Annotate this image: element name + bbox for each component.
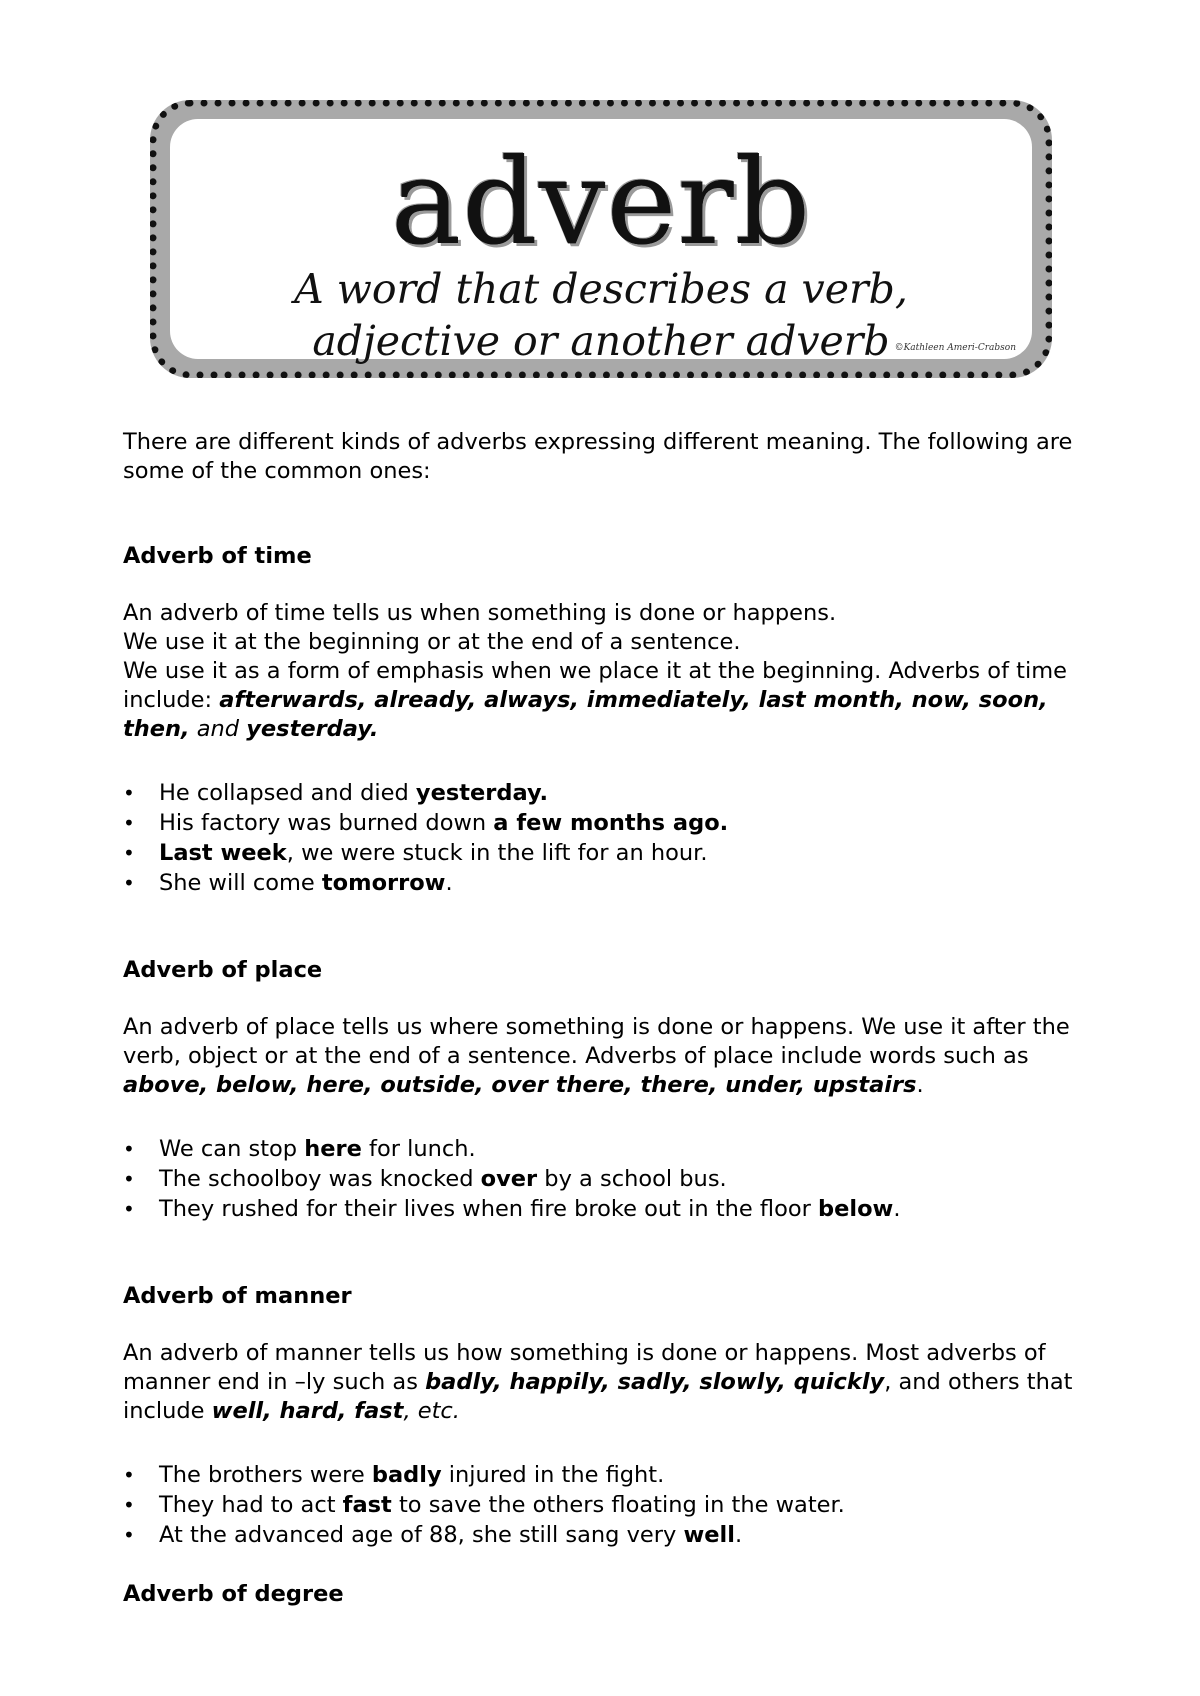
list-item [123,808,1113,838]
place-example-list [123,1134,1113,1224]
time-line-3-text: We use it as a form of emphasis when we place it at the beginning. Adverbs of time include: [123,658,1067,713]
time-line-2: We use it at the beginning or at the end of a sentence. [123,629,741,655]
intro-paragraph: There are different kinds of adverbs expressing different meaning. The following are some of the common ones: [123,429,1073,484]
list-item [123,1134,1113,1164]
list-item-adverb: here [304,1136,362,1162]
list-item [123,778,1113,808]
list-item-text: to save the others floating in the water. [391,1492,845,1518]
list-item-adverb: well [683,1522,735,1548]
list-item [123,1194,1113,1224]
manner-mid: , and others that include [123,1369,1073,1424]
time-last-example: yesterday. [246,716,379,742]
manner-examples-2: well, hard, fast [211,1398,404,1424]
time-examples: afterwards, already, always, immediately, last month, now, soon, then, [123,687,1048,742]
list-item-adverb: a few months ago. [493,810,729,836]
banner-definition-line-1: A word that describes a verb, [294,265,908,313]
list-item-text: The brothers were [159,1462,372,1488]
document-body [123,428,1113,1637]
section-spacer [123,1550,1113,1580]
list-item-text: We can stop [159,1136,305,1162]
banner-panel [170,119,1032,365]
list-item [123,838,1113,868]
list-item-text: At the advanced age of 88, she still sang very [159,1522,684,1548]
list-item-text: They had to act [159,1492,343,1518]
list-item-text: She will come [159,870,322,896]
section-heading-manner: Adverb of manner [123,1283,352,1309]
time-example-list [123,778,1113,898]
list-item [123,1164,1113,1194]
manner-end: , etc. [403,1398,460,1424]
place-text: An adverb of place tells us where something is done or happens. We use it after the verb, object or at the end of a sentence. Adverbs of place include words such as [123,1014,1070,1069]
manner-text: An adverb of manner tells us how something is done or happens. Most adverbs of manner end in –ly such as [123,1340,1046,1395]
section-heading-place: Adverb of place [123,957,323,983]
title-banner [150,100,1052,378]
time-and-word: and [189,716,247,742]
list-item-adverb: tomorrow [321,870,446,896]
banner-title: adverb [390,133,812,271]
list-item-text: He collapsed and died [159,780,416,806]
list-item-text: by a school bus. [537,1166,727,1192]
time-line-3 [123,657,1113,744]
banner-definition-line-2: adjective or another adverb [312,317,890,365]
list-item [123,868,1113,898]
place-examples: above, below, here, outside, over there, there, under, upstairs [123,1072,917,1098]
list-item [123,1460,1113,1490]
list-item-text: injured in the fight. [441,1462,665,1488]
list-item-text: . [445,870,453,896]
section-spacer [123,898,1113,956]
list-item [123,1490,1113,1520]
list-item-text: . [734,1522,743,1548]
list-item-text: for lunch. [361,1136,476,1162]
list-item-adverb: over [480,1166,538,1192]
section-spacer [123,1224,1113,1282]
list-item-adverb: yesterday. [415,780,549,806]
manner-paragraph [123,1339,1113,1426]
list-item-adverb: badly [371,1462,442,1488]
section-heading-time: Adverb of time [123,543,312,569]
list-item-text: The schoolboy was knocked [159,1166,481,1192]
place-end: . [916,1072,924,1098]
manner-example-list [123,1460,1113,1550]
time-line-1: An adverb of time tells us when something is done or happens. [123,600,837,626]
list-item-adverb: fast [342,1492,392,1518]
list-item [123,1520,1113,1550]
list-item-text: His factory was burned down [159,810,494,836]
list-item-text: . [893,1196,901,1222]
list-item-adverb: below [818,1196,894,1222]
section-heading-degree: Adverb of degree [123,1581,344,1607]
list-item-text: , we were stuck in the lift for an hour. [286,840,708,866]
list-item-text: They rushed for their lives when fire broke out in the floor [159,1196,819,1222]
place-paragraph [123,1013,1113,1100]
manner-examples-1: badly, happily, sadly, slowly, quickly [425,1369,885,1395]
banner-credit: ©Kathleen Ameri-Crabson [894,343,1016,353]
list-item-adverb: Last week [159,840,287,866]
